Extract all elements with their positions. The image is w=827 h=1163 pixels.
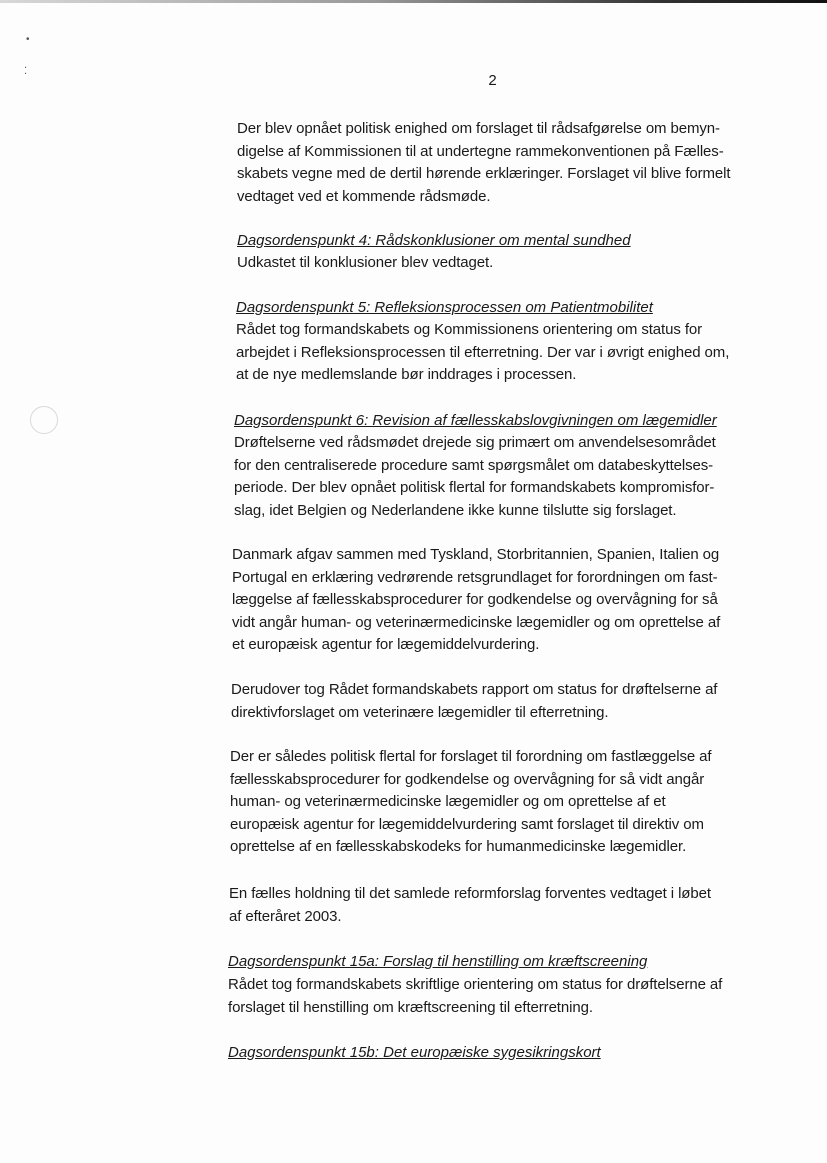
text-line: direktivforslaget om veterinære lægemidler til efterretning. <box>231 703 609 721</box>
text-line: Rådet tog formandskabets og Kommissionens orientering om status for <box>236 321 703 338</box>
text-line: et europæisk agentur for lægemiddelvurdering. <box>232 636 540 654</box>
text-line: fællesskabsprocedurer for godkendelse og overvågning for så vidt angår <box>230 770 705 788</box>
section-heading-5: Dagsordenspunkt 5: Refleksionsprocessen om Patientmobilitet <box>236 299 653 316</box>
text-line: Rådet tog formandskabets skriftlige orientering om status for drøftelserne af <box>228 976 723 993</box>
text-line: af efteråret 2003. <box>229 907 342 925</box>
text-line: læggelse af fællesskabsprocedurer for godkendelse og overvågning for så <box>232 591 718 609</box>
text-line: for den centraliserede procedure samt spørgsmålet om databeskyttelses- <box>234 456 714 474</box>
text-line: Danmark afgav sammen med Tyskland, Storbritannien, Spanien, Italien og <box>232 546 720 563</box>
body-paragraph <box>232 544 720 657</box>
text-line: arbejdet i Refleksionsprocessen til efterretning. Der var i øvrigt enighed om, <box>236 343 730 361</box>
body-paragraph <box>237 118 730 208</box>
body-paragraph <box>236 319 729 387</box>
body-paragraph <box>237 252 493 275</box>
margin-speck: ⁚ <box>24 66 28 77</box>
section-heading-15b: Dagsordenspunkt 15b: Det europæiske sygesikringskort <box>228 1044 601 1061</box>
body-paragraph <box>230 746 712 859</box>
text-line: oprettelse af en fællesskabskodeks for humanmedicinske lægemidler. <box>230 838 687 856</box>
text-line: Udkastet til konklusioner blev vedtaget. <box>237 254 494 271</box>
text-line: En fælles holdning til det samlede reformforslag forventes vedtaget i løbet <box>229 885 711 902</box>
text-line: forslaget til henstilling om kræftscreening til efterretning. <box>228 998 593 1016</box>
text-line: vidt angår human- og veterinærmedicinske lægemidler og om oprettelse af <box>232 613 721 631</box>
text-line: Der er således politisk flertal for forslaget til forordning om fastlæggelse af <box>230 748 712 765</box>
text-line: Derudover tog Rådet formandskabets rapport om status for drøftelserne af <box>231 681 718 698</box>
section-heading-6: Dagsordenspunkt 6: Revision af fællesskabslovgivningen om lægemidler <box>234 412 717 429</box>
page-number: 2 <box>488 72 497 89</box>
text-line: skabets vegne med de dertil hørende erklæringer. Forslaget vil blive formelt <box>237 165 731 183</box>
text-line: human- og veterinærmedicinske lægemidler og om oprettelse af et <box>230 793 666 811</box>
body-paragraph <box>234 432 716 522</box>
text-line: vedtaget ved et kommende rådsmøde. <box>237 187 491 205</box>
top-edge-rule <box>0 0 827 3</box>
text-line: at de nye medlemslande bør inddrages i processen. <box>236 366 577 384</box>
text-line: digelse af Kommissionen til at undertegne rammekonventionen på Fælles- <box>237 142 724 160</box>
margin-speck: • <box>26 34 30 45</box>
body-paragraph <box>228 974 722 1019</box>
section-heading-4: Dagsordenspunkt 4: Rådskonklusioner om mental sundhed <box>237 232 631 249</box>
section-heading-15a: Dagsordenspunkt 15a: Forslag til henstilling om kræftscreening <box>228 953 648 970</box>
text-line: Der blev opnået politisk enighed om forslaget til rådsafgørelse om bemyn- <box>237 120 720 137</box>
punch-hole-mark <box>30 406 58 434</box>
body-paragraph <box>231 679 717 724</box>
text-line: Drøftelserne ved rådsmødet drejede sig primært om anvendelsesområdet <box>234 434 716 451</box>
body-paragraph <box>229 883 711 928</box>
text-line: europæisk agentur for lægemiddelvurdering samt forslaget til direktiv om <box>230 815 704 833</box>
text-line: periode. Der blev opnået politisk flertal for formandskabets kompromisfor- <box>234 479 715 497</box>
text-line: Portugal en erklæring vedrørende retsgrundlaget for forordningen om fast- <box>232 568 718 586</box>
text-line: slag, idet Belgien og Nederlandene ikke kunne tilslutte sig forslaget. <box>234 501 677 519</box>
